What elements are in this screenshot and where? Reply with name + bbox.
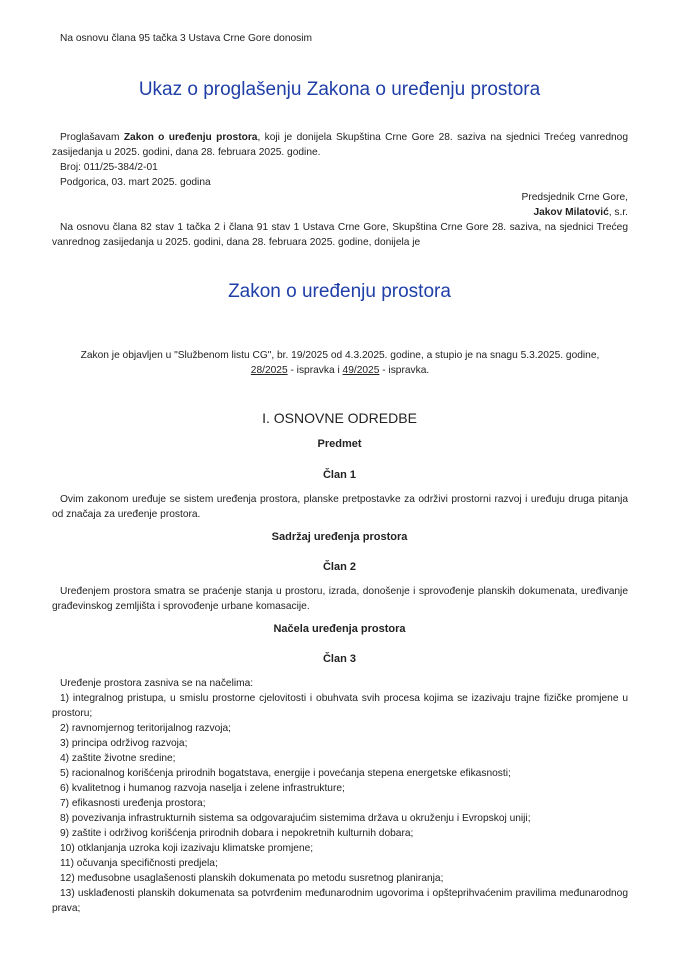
article-2-heading: Član 2: [322, 561, 356, 573]
signer: [52, 205, 628, 220]
correction-link-1[interactable]: 28/2025: [250, 365, 288, 376]
publication-note: [52, 348, 628, 378]
list-item: 4) zaštite životne sredine;: [60, 753, 176, 764]
place-date: Podgorica, 03. mart 2025. godina: [60, 177, 211, 188]
text: , koji je donijela Skupština Crne Gore 28. saziva na sjednici Trećeg vanrednog zasijedanja u 2025. godini, dana 28. februara 2025. godine.: [52, 132, 628, 158]
article-3-intro: Uređenje prostora zasniva se na načelima:: [60, 678, 254, 689]
list-item: 10) otklanjanja uzroka koji izazivaju klimatske promjene;: [60, 843, 314, 854]
signer-suffix: , s.r.: [608, 207, 628, 218]
list-item: 8) povezivanja infrastrukturnih sistema sa odgovarajućim sistemima država u okruženju i Evropskoj uniji;: [60, 813, 531, 824]
text: - ispravka i: [287, 365, 343, 376]
heading-sadrzaj: Sadržaj uređenja prostora: [271, 531, 408, 543]
list-item: 3) principa održivog razvoja;: [60, 738, 188, 749]
list-item: 9) zaštite i održivog korišćenja prirodnih dobara i nepokretnih kulturnih dobara;: [60, 828, 414, 839]
signer-title: Predsjednik Crne Gore,: [521, 192, 628, 203]
enactment-paragraph: Na osnovu člana 82 stav 1 tačka 2 i člana 91 stav 1 Ustava Crne Gore, Skupština Crne Gore 28. saziva, na sjednici Trećeg vanrednog zasijedanja u 2025. godini, dana 28. februara 2025. godine, donijela je: [52, 222, 628, 248]
broj: Broj: 011/25-384/2-01: [60, 162, 158, 173]
correction-link-2[interactable]: 49/2025: [342, 365, 380, 376]
list-item: 12) međusobne usaglašenosti planskih dokumenata po metodu susretnog planiranja;: [60, 873, 444, 884]
ukaz-paragraph: [52, 130, 628, 160]
ukaz-title: Ukaz o proglašenju Zakona o uređenju prostora: [138, 79, 541, 100]
law-name-bold: Zakon o uređenju prostora: [123, 132, 258, 143]
text: Zakon je objavljen u "Službenom listu CG", br. 19/2025 od 4.3.2025. godine, a stupio je na snagu 5.3.2025. godine,: [80, 350, 600, 361]
text: - ispravka.: [379, 365, 430, 376]
list-item: 2) ravnomjernog teritorijalnog razvoja;: [60, 723, 232, 734]
list-item: 7) efikasnosti uređenja prostora;: [60, 798, 206, 809]
article-3-heading: Član 3: [322, 653, 356, 665]
list-item: 6) kvalitetnog i humanog razvoja naselja i zelene infrastrukture;: [60, 783, 345, 794]
list-item: 5) racionalnog korišćenja prirodnih bogatstava, energije i povećanja stepena energetske efikasnosti;: [60, 768, 511, 779]
section-heading: I. OSNOVNE ODREDBE: [262, 410, 417, 426]
heading-predmet: Predmet: [317, 438, 362, 450]
article-2-text: Uređenjem prostora smatra se praćenje stanja u prostoru, izrada, donošenje i sprovođenje planskih dokumenata, uređivanje građevinskog zemljišta i sprovođenje urbane komasacije.: [52, 586, 628, 612]
list-item: 11) očuvanja specifičnosti predjela;: [60, 858, 218, 869]
list-item: 13) usklađenosti planskih dokumenata sa potvrđenim međunarodnim ugovorima i opšteprihvaćenim pravilima međunarodnog prava;: [52, 888, 628, 914]
text: Proglašavam: [60, 132, 124, 143]
article-1-text: Ovim zakonom uređuje se sistem uređenja prostora, planske pretpostavke za održivi prostorni razvoj i uređuju druga pitanja od značaja za uređenje prostora.: [52, 494, 628, 520]
article-3-body: [52, 676, 628, 916]
heading-nacela: Načela uređenja prostora: [273, 623, 406, 635]
list-item: 1) integralnog pristupa, u smislu prostorne cjelovitosti i obuhvata svih procesa kojima se izazivaju trajne fizičke promjene u prostoru;: [52, 693, 628, 719]
intro-text: Na osnovu člana 95 tačka 3 Ustava Crne Gore donosim: [60, 33, 312, 44]
article-1-heading: Član 1: [322, 469, 356, 481]
signer-name: Jakov Milatović: [533, 207, 609, 218]
law-title: Zakon o uređenju prostora: [228, 281, 451, 302]
